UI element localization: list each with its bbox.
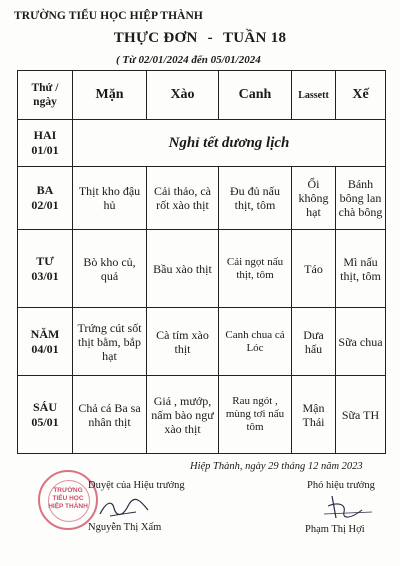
vice-principal-signature [322,492,382,522]
header-man: Mặn [73,71,147,120]
day-name: HAI [33,128,57,142]
table-row [18,376,386,454]
dish-canh: Canh chua cá Lóc [219,308,292,376]
dish-xe: Sữa chua [336,308,386,376]
dish-canh: Đu đủ nấu thịt, tôm [219,167,292,230]
menu-title [0,30,400,47]
principal-signature [96,494,156,522]
stamp-line-2: TIỂU HỌC [52,495,84,502]
dish-man: Thịt kho đậu hủ [73,167,147,230]
day-name: NĂM [30,326,60,341]
vice-principal-title: Phó hiệu trưởng [307,480,375,491]
table-row [18,308,386,376]
dish-man: Chả cá Ba sa nhân thịt [73,376,147,454]
dish-xao: Cải thảo, cà rốt xào thịt [147,167,219,230]
day-date: 02/01 [31,198,59,212]
dish-canh: Rau ngót , mùng tơi nấu tôm [219,376,292,454]
dish-trang-mieng: Dưa hấu [292,308,336,376]
table-row [18,120,386,167]
day-cell [18,120,73,167]
holiday-note: Nghỉ tết dương lịch [73,120,386,167]
day-cell [18,167,73,230]
signing-date: Hiệp Thành, ngày 29 tháng 12 năm 2023 [190,461,363,472]
day-date: 03/01 [31,268,59,283]
dish-man: Bò kho củ, quả [73,230,147,308]
dish-xao: Giá , mướp, nấm bào ngư xào thịt [147,376,219,454]
dish-xao: Cà tím xào thịt [147,308,219,376]
date-range: ( Từ 02/01/2024 đến 05/01/2024 [116,54,261,66]
dish-xe: Sữa TH [336,376,386,454]
day-cell [18,230,73,308]
header-xao: Xào [147,71,219,120]
dish-trang-mieng: Ổi không hạt [292,167,336,230]
principal-title: Duyệt của Hiệu trưởng [88,480,185,491]
day-name: BA [36,183,54,197]
dish-xao: Bầu xào thịt [147,230,219,308]
day-date: 04/01 [31,341,59,356]
menu-table [17,70,386,454]
table-row [18,167,386,230]
title-dash: - [207,30,213,46]
header-trang-mieng: Lassett [292,71,336,120]
dish-trang-mieng: Táo [292,230,336,308]
day-date: 05/01 [31,414,59,429]
table-header-row [18,71,386,120]
day-cell [18,376,73,454]
header-day: Thứ / ngày [18,71,73,120]
stamp-line-3: HIỆP THÀNH [48,503,88,510]
vice-principal-name: Phạm Thị Hợi [305,524,365,535]
school-stamp [38,470,98,530]
dish-man: Trứng cút sốt thịt bằm, bắp hạt [73,308,147,376]
title-week: TUẦN 18 [222,30,287,46]
day-date: 01/01 [31,143,59,157]
dish-xe: Bánh bông lan chà bông [336,167,386,230]
header-canh: Canh [219,71,292,120]
header-xe: Xế [336,71,386,120]
dish-canh: Cải ngọt nấu thịt, tôm [219,230,292,308]
school-name: TRƯỜNG TIỂU HỌC HIỆP THÀNH [14,10,203,22]
table-row [18,230,386,308]
day-name: SÁU [32,399,57,414]
principal-name: Nguyễn Thị Xấm [88,522,162,533]
title-left: THỰC ĐƠN [113,30,198,46]
dish-trang-mieng: Mận Thái [292,376,336,454]
day-name: TƯ [36,253,54,268]
stamp-line-1: TRƯỜNG [53,487,83,494]
dish-xe: Mì nấu thịt, tôm [336,230,386,308]
day-cell [18,308,73,376]
